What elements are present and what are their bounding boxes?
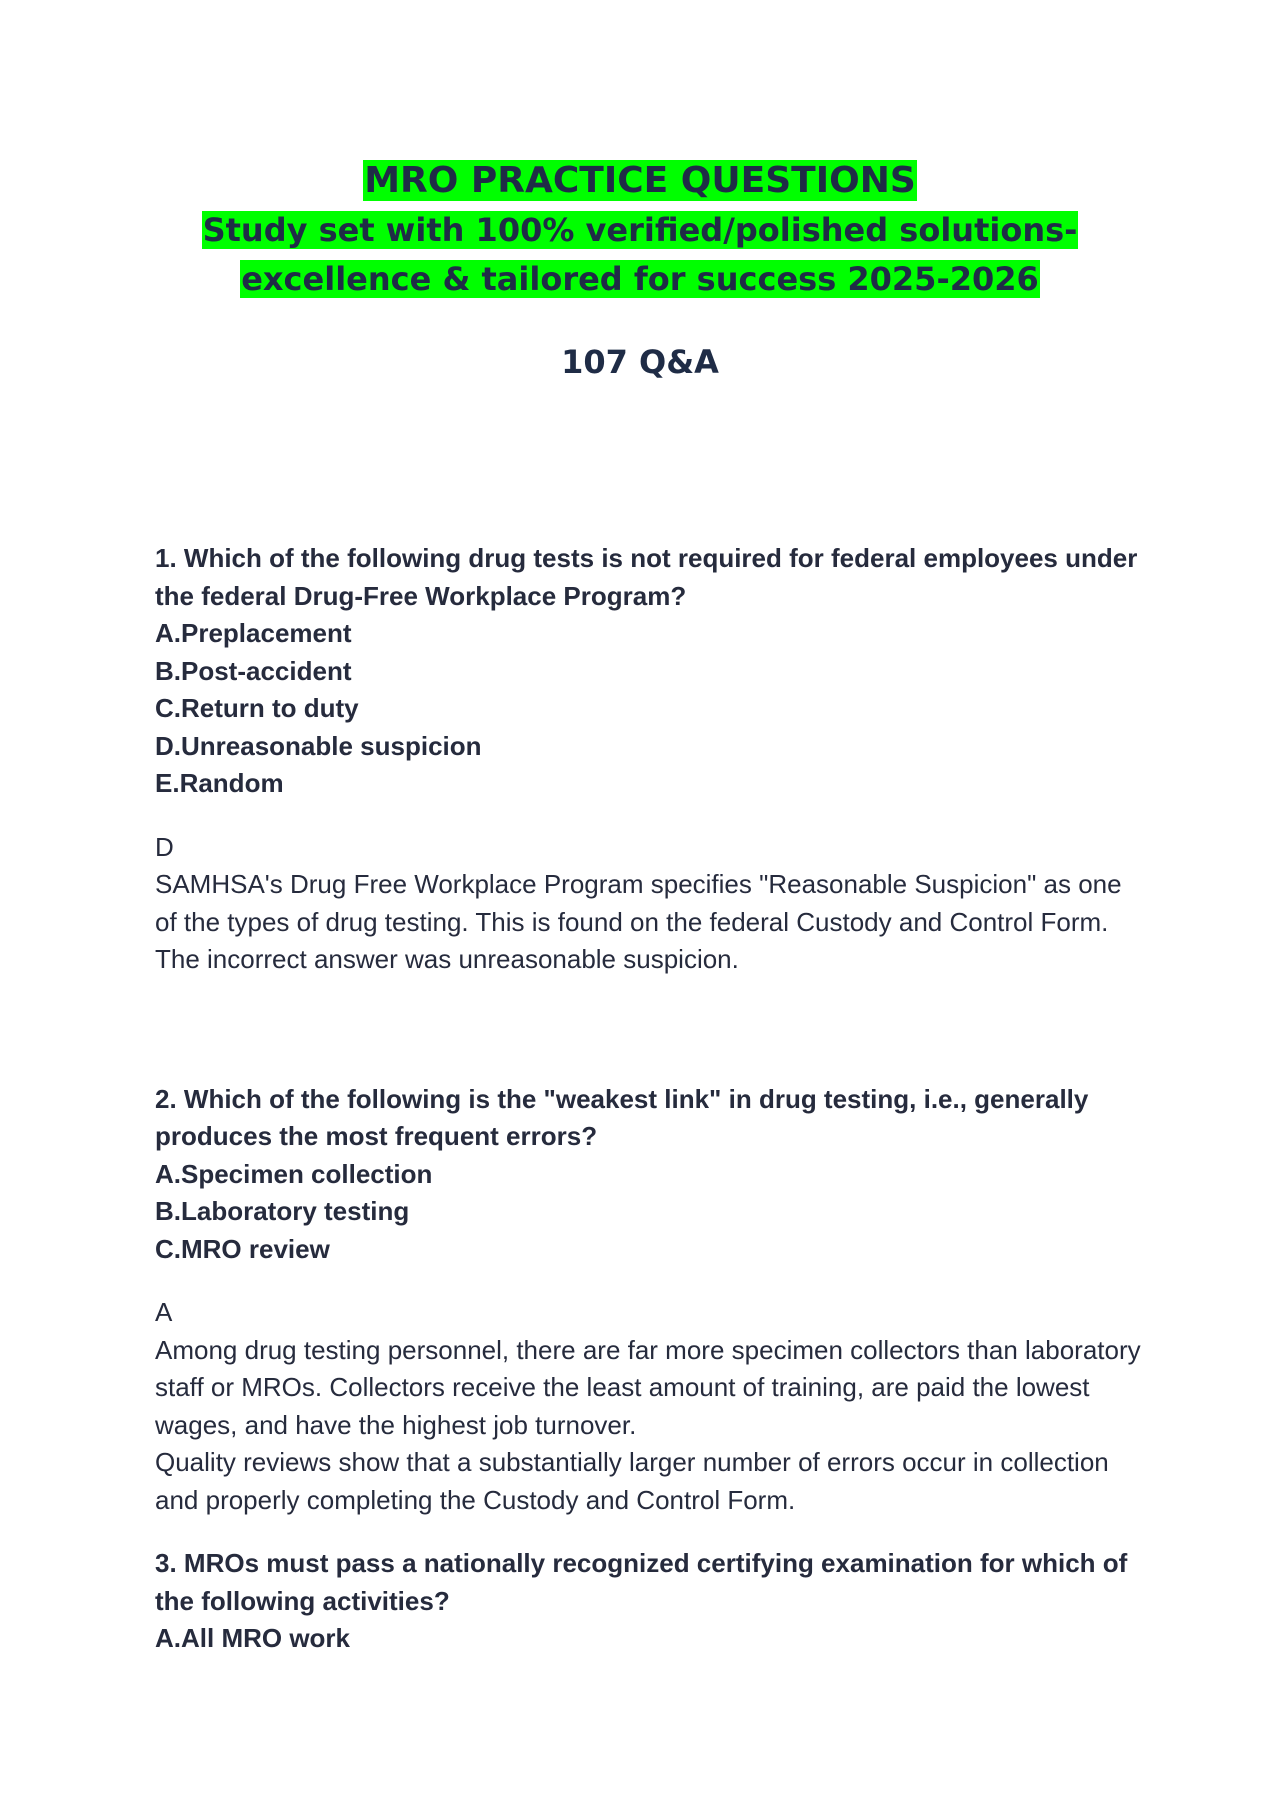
question-2-explanation-1: Among drug testing personnel, there are far more specimen collectors than laboratory staff or MROs. Collectors receive the least amount of training, are paid the lowest wages, and have the highest job turnover. [155, 1334, 1141, 1440]
subtitle-line-2: excellence & tailored for success 2025-2026 [241, 260, 1039, 298]
question-1-option-b: B.Post-accident [155, 655, 352, 686]
question-3 [155, 1545, 1145, 1658]
question-1 [155, 540, 1145, 979]
question-2-explanation-2: Quality reviews show that a substantially larger number of errors occur in collection and properly completing the Custody and Control Form. [155, 1447, 1109, 1515]
question-1-option-d: D.Unreasonable suspicion [155, 730, 482, 761]
subtitle [190, 206, 1090, 304]
question-1-explanation: SAMHSA's Drug Free Workplace Program specifies "Reasonable Suspicion" as one of the types of drug testing. This is found on the federal Custody and Control Form. The incorrect answer was unreasonable suspicion. [155, 869, 1122, 974]
question-1-text: 1. Which of the following drug tests is not required for federal employees under the federal Drug-Free Workplace Program? [155, 543, 1138, 611]
question-2 [155, 1081, 1145, 1520]
question-count: 107 Q&A [561, 343, 719, 381]
question-2-answer-letter: A [155, 1297, 173, 1327]
question-2-answer [155, 1294, 1145, 1519]
question-1-option-c: C.Return to duty [155, 693, 359, 723]
spacer [155, 1519, 1145, 1545]
subtitle-line-1: Study set with 100% verified/polished solutions- [202, 211, 1078, 249]
question-2-option-c: C.MRO review [155, 1233, 330, 1264]
question-2-option-b: B.Laboratory testing [155, 1196, 410, 1226]
question-3-option-a: A.All MRO work [155, 1623, 351, 1653]
question-3-text: 3. MROs must pass a nationally recognized certifying examination for which of the following activities? [155, 1548, 1128, 1616]
question-1-option-e: E.Random [155, 768, 284, 798]
question-1-answer-letter: D [155, 831, 174, 862]
question-1-option-a: A.Preplacement [155, 618, 352, 648]
question-1-answer [155, 829, 1145, 979]
page-title: MRO PRACTICE QUESTIONS [364, 160, 916, 201]
spacer [155, 979, 1145, 1081]
question-2-option-a: A.Specimen collection [155, 1158, 433, 1189]
questions-list [155, 540, 1145, 1658]
title-line [0, 156, 1280, 206]
question-2-text: 2. Which of the following is the "weakest link" in drug testing, i.e., generally produces the most frequent errors? [155, 1083, 1089, 1151]
document-header [0, 156, 1280, 304]
